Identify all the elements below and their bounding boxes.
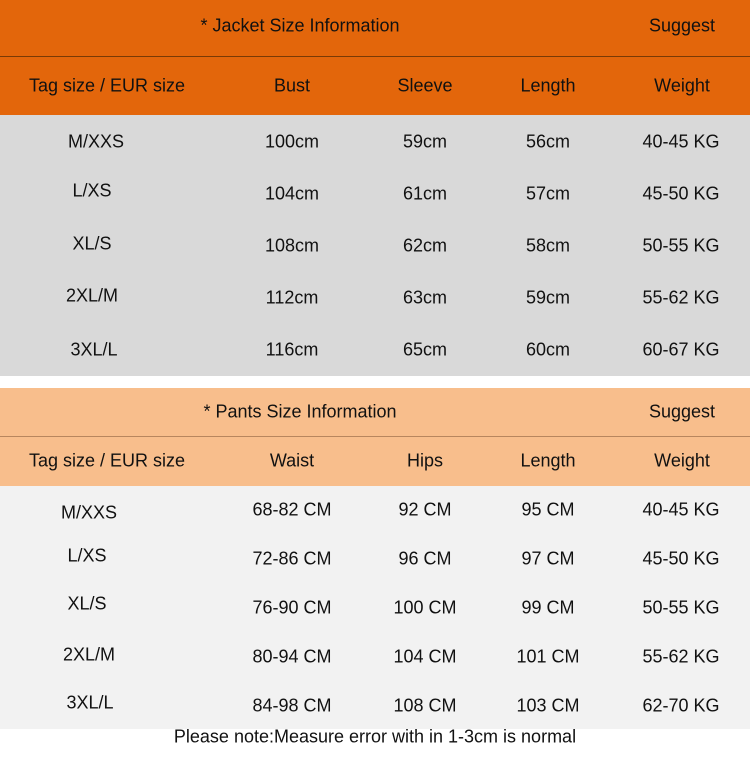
- jacket-sleeve: 59cm: [402, 131, 448, 152]
- jacket-bust: 104cm: [264, 183, 320, 204]
- pants-waist: 76-90 CM: [252, 597, 332, 618]
- pants-col-tag-size: Tag size / EUR size: [28, 450, 186, 471]
- pants-weight: 50-55 KG: [642, 597, 720, 618]
- jacket-col-tag-size: Tag size / EUR size: [28, 75, 186, 96]
- pants-weight: 62-70 KG: [642, 695, 720, 716]
- pants-col-hips: Hips: [406, 450, 444, 471]
- jacket-bust: 112cm: [265, 287, 319, 308]
- jacket-sleeve: 63cm: [402, 287, 448, 308]
- pants-length: 99 CM: [521, 597, 575, 618]
- jacket-length: 59cm: [525, 287, 571, 308]
- jacket-size: 3XL/L: [70, 339, 118, 360]
- pants-suggest: Suggest: [648, 401, 716, 422]
- jacket-weight: 45-50 KG: [642, 183, 720, 204]
- jacket-weight: 55-62 KG: [642, 287, 720, 308]
- pants-size: L/XS: [67, 545, 107, 566]
- pants-size: 2XL/M: [62, 644, 116, 665]
- pants-hips: 100 CM: [393, 597, 457, 618]
- pants-weight: 40-45 KG: [642, 499, 720, 520]
- pants-hips: 96 CM: [398, 548, 452, 569]
- pants-waist: 80-94 CM: [252, 646, 332, 667]
- jacket-title: * Jacket Size Information: [200, 15, 400, 36]
- pants-waist: 68-82 CM: [252, 499, 332, 520]
- jacket-col-bust: Bust: [273, 75, 311, 96]
- jacket-size: M/XXS: [67, 131, 125, 152]
- jacket-length: 60cm: [525, 339, 571, 360]
- jacket-body: [0, 115, 750, 376]
- jacket-bust: 100cm: [264, 131, 320, 152]
- jacket-suggest: Suggest: [648, 15, 716, 36]
- jacket-bust: 108cm: [264, 235, 320, 256]
- measurement-note: Please note:Measure error with in 1-3cm is normal: [173, 726, 577, 747]
- pants-hips: 108 CM: [393, 695, 457, 716]
- pants-length: 101 CM: [516, 646, 580, 667]
- pants-waist: 84-98 CM: [252, 695, 332, 716]
- pants-length: 95 CM: [521, 499, 575, 520]
- jacket-weight: 50-55 KG: [642, 235, 720, 256]
- pants-col-length: Length: [520, 450, 576, 471]
- jacket-size: 2XL/M: [65, 285, 119, 306]
- jacket-col-weight: Weight: [654, 75, 710, 96]
- pants-size: 3XL/L: [66, 692, 114, 713]
- jacket-bust: 116cm: [265, 339, 319, 360]
- pants-length: 103 CM: [516, 695, 580, 716]
- jacket-sleeve: 61cm: [402, 183, 448, 204]
- jacket-weight: 60-67 KG: [642, 339, 720, 360]
- jacket-col-sleeve: Sleeve: [397, 75, 453, 96]
- jacket-sleeve: 65cm: [402, 339, 448, 360]
- pants-waist: 72-86 CM: [252, 548, 332, 569]
- jacket-col-length: Length: [520, 75, 576, 96]
- pants-size: XL/S: [67, 593, 107, 614]
- jacket-length: 56cm: [525, 131, 571, 152]
- jacket-size: XL/S: [72, 233, 112, 254]
- pants-hips: 104 CM: [393, 646, 457, 667]
- pants-size: M/XXS: [60, 502, 118, 523]
- jacket-weight: 40-45 KG: [642, 131, 720, 152]
- jacket-length: 58cm: [525, 235, 571, 256]
- jacket-sleeve: 62cm: [402, 235, 448, 256]
- pants-length: 97 CM: [521, 548, 575, 569]
- pants-col-waist: Waist: [269, 450, 315, 471]
- pants-col-weight: Weight: [654, 450, 710, 471]
- pants-title: * Pants Size Information: [203, 401, 397, 422]
- pants-weight: 45-50 KG: [642, 548, 720, 569]
- jacket-length: 57cm: [525, 183, 571, 204]
- pants-hips: 92 CM: [398, 499, 452, 520]
- pants-weight: 55-62 KG: [642, 646, 720, 667]
- jacket-size: L/XS: [72, 180, 112, 201]
